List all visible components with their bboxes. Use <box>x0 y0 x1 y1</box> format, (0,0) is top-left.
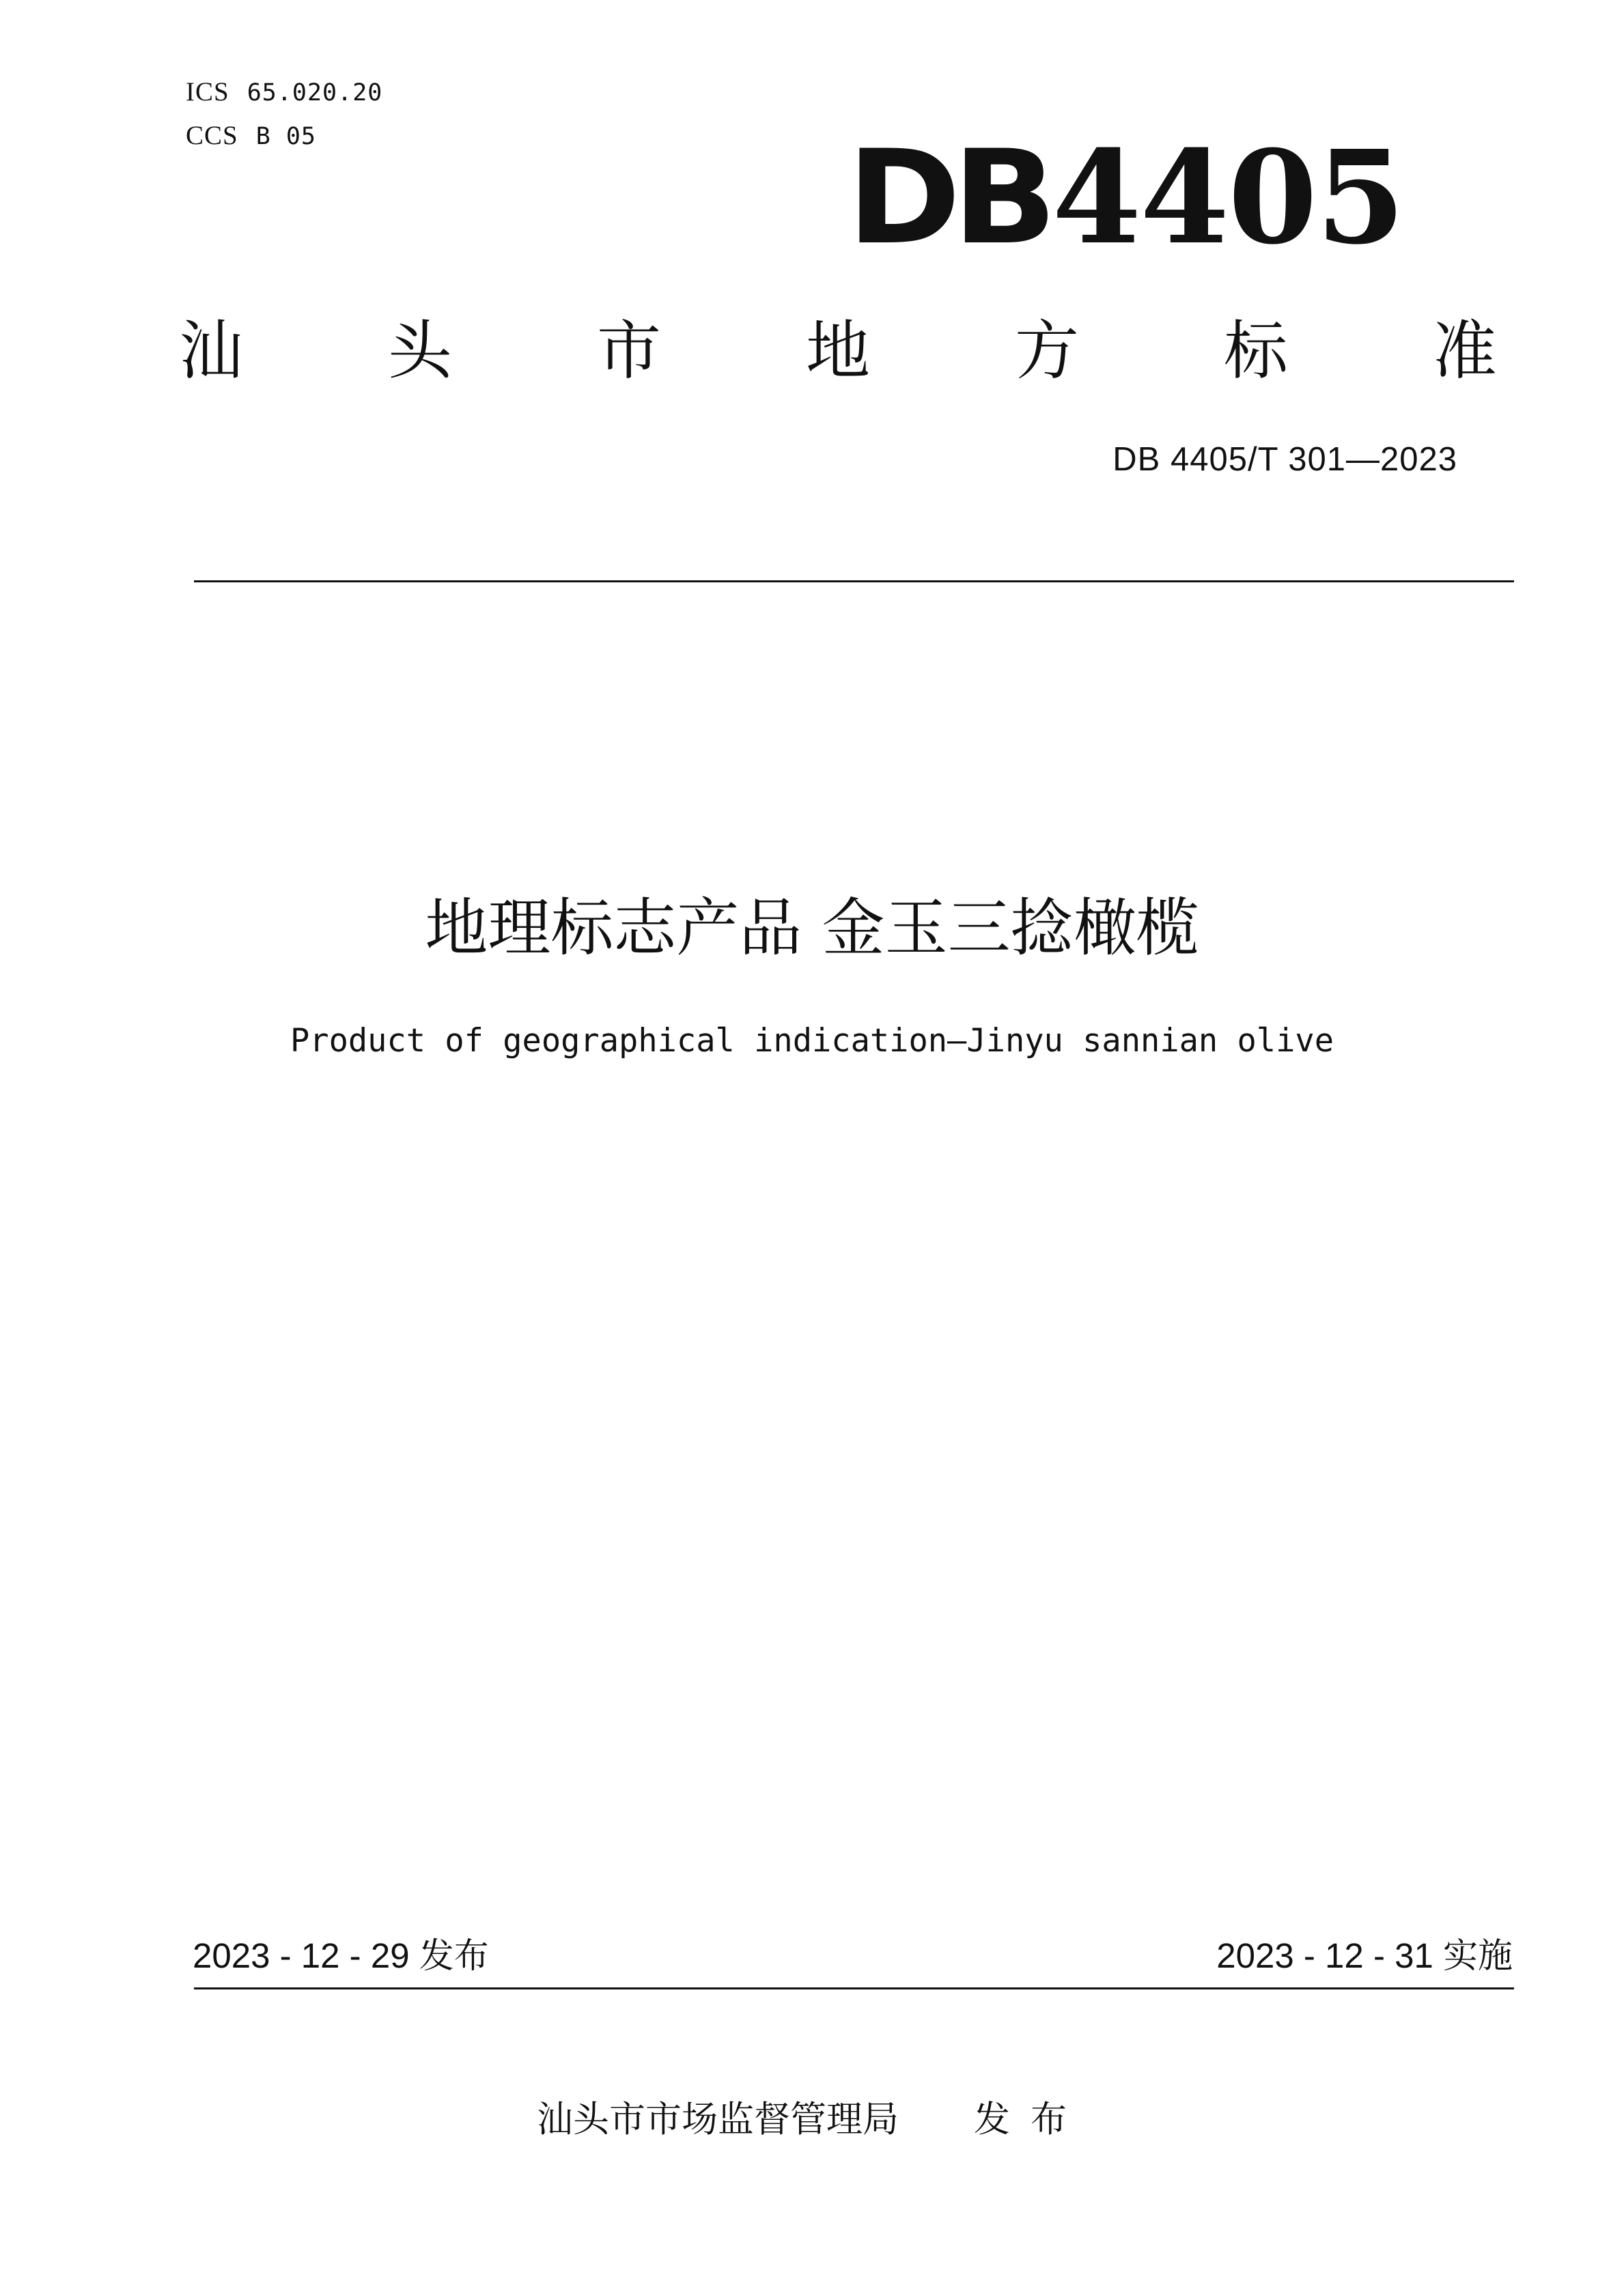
db-logo-prefix: DB <box>847 122 1049 273</box>
standard-type-char: 标 <box>1223 314 1288 388</box>
bottom-divider <box>194 1987 1514 1989</box>
top-divider <box>194 580 1514 582</box>
release-date: 2023 - 12 - 29 发布 <box>193 1936 489 1975</box>
implementation-date: 2023 - 12 - 31 实施 <box>1216 1936 1513 1975</box>
publish-action: 发布 <box>974 2099 1087 2140</box>
publisher-line <box>0 2096 1624 2144</box>
db-logo <box>847 122 1404 273</box>
ics-label: ICS <box>186 77 229 107</box>
standard-type-char: 地 <box>805 314 870 388</box>
document-title-zh: 地理标志产品 金玉三捻橄榄 <box>425 892 1199 965</box>
publisher-organization: 汕头市市场监督管理局 <box>537 2099 899 2140</box>
ics-value: 65.020.20 <box>247 79 383 107</box>
db-logo-region-code: 4405 <box>1052 122 1404 273</box>
standard-type-char: 准 <box>1432 314 1497 388</box>
standard-number: DB 4405/T 301—2023 <box>1112 441 1457 478</box>
standard-type-heading <box>179 311 1497 393</box>
ccs-label: CCS <box>186 121 238 150</box>
ccs-value: B 05 <box>255 123 317 150</box>
document-title-en: Product of geographical indication—Jinyu sannian olive <box>290 1022 1334 1060</box>
ics-code <box>186 76 382 107</box>
standard-type-char: 头 <box>387 314 452 388</box>
ccs-code <box>186 120 316 151</box>
standard-type-char: 汕 <box>179 314 244 388</box>
standard-type-char: 市 <box>596 314 661 388</box>
standard-type-char: 方 <box>1014 314 1079 388</box>
